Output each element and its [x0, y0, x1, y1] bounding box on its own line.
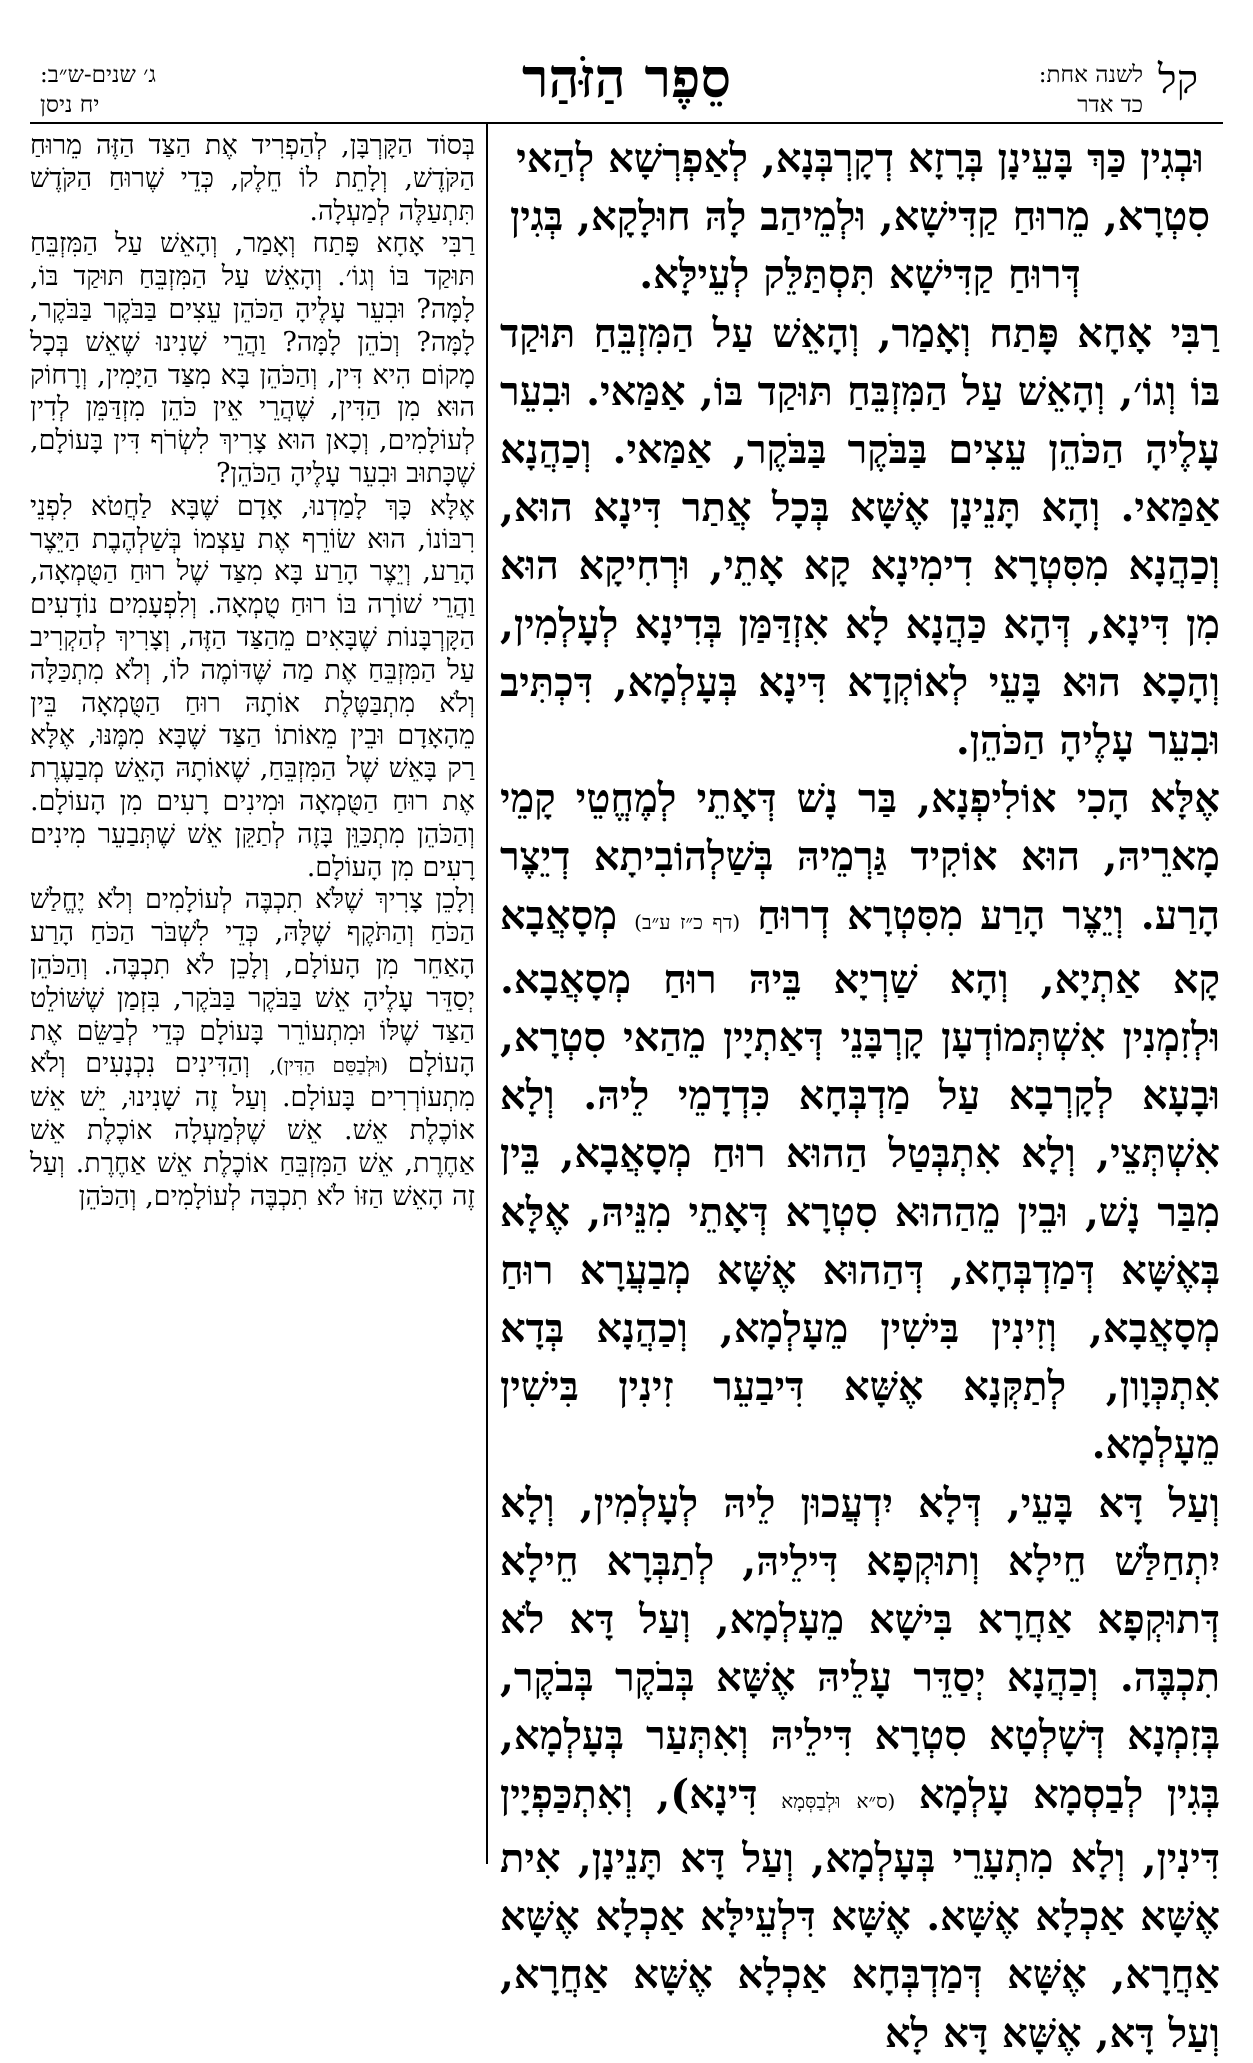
side-paragraph: רַבִּי אָחָא פָּתַח וְאָמַר, וְהָאֵשׁ עַל הַמִּזְבֵּחַ תּוּקַד בּוֹ וְגוֹ׳. וְהָאֵשׁ עַל הַמִּזְבֵּחַ תּוּקַד בּוֹ, לָמָּה? וּבִעֵר עָלֶיהָ הַכֹּהֵן עֵצִים בַּבֹּקֶר בַּבֹּקֶר, לָמָּה? וְכֹהֵן לָמָּה? וַהֲרֵי שָׁנִינוּ שֶׁאֵשׁ בְּכָל מָקוֹם הִיא דִּין, וְהַכֹּהֵן בָּא מִצַּד הַיָּמִין, וְרָחוֹק הוּא מִן הַדִּין, שֶׁהֲרֵי אֵין כֹּהֵן מִזְדַּמֵּן לְדִין לְעוֹלָמִים, וְכָאן הוּא צָרִיךְ לִשְׂרֹף דִּין בָּעוֹלָם, שֶׁכָּתוּב וּבִעֵר עָלֶיהָ הַכֹּהֵן?: [30, 228, 475, 489]
column-divider: [486, 124, 488, 1864]
page-number: קל: [1157, 57, 1198, 103]
main-paragraph: [500, 770, 1220, 1474]
main-paragraph-text: וְעַל דָּא בָּעֵי, דְּלָא יִדְעֲכוּן לֵיהּ לְעָלְמִין, וְלָא יִתְחַלַּשׁ חֵילָא וְתוּקְפָא דִּילֵיהּ, לְתַבְּרָא חֵילָא דְּתוּקְפָא אַחֲרָא בִּישָׁא מֵעָלְמָא, וְעַל דָּא לֹא תִכְבֶּה. וְכַהֲנָא יְסַדֵּר עָלֵיהּ אֶשָּׁא בְּבֹקֶר בְּבֹקֶר, בְּזִמְנָא דְּשָׁלְטָא סִטְרָא דִּילֵיהּ וְאִתְּעַר בְּעָלְמָא, בְּגִין לְבַסְמָא עָלְמָא: [500, 1479, 1220, 1818]
schedule-one-year-date: כד אדר: [1077, 92, 1143, 118]
schedule-three-years-date: יח ניסן: [40, 92, 100, 118]
variant-reading: (ס״א וּלְבַסְּמָא: [781, 1788, 896, 1813]
aramaic-main-text: [500, 130, 1220, 2063]
main-paragraph-text: אֶלָּא הָכִי אוֹלִיפְנָא, בַּר נָשׁ דְּאָתֵי לְמֶחֱטֵי קָמֵי מָארֵיהּ, הוּא אוֹקִיד גַּרְמֵיהּ בְּשַׁלְהוֹבִיתָא דְיֵצֶר הָרַע. וְיֵצֶר הָרַע מִסִּטְרָא דְרוּחַ: [500, 775, 1220, 939]
schedule-three-years-label: ג׳ שנים-ש״ב:: [40, 62, 156, 88]
side-paragraph-text: וְהַדִּינִים נִכְנָעִים וְלֹא מִתְעוֹרְרִים בָּעוֹלָם. וְעַל זֶה שָׁנִינוּ, יֵשׁ אֵשׁ אוֹכֶלֶת אֵשׁ. אֵשׁ שֶׁלְּמַעְלָה אוֹכֶלֶת אֵשׁ אַחֶרֶת, אֵשׁ הַמִּזְבֵּחַ אוֹכֶלֶת אֵשׁ אַחֶרֶת. וְעַל זֶה הָאֵשׁ הַזּוֹ לֹא תִכְבֶּה לְעוֹלָמִים, וְהַכֹּהֵן: [30, 1048, 475, 1212]
page-title: סֵפֶר הַזֹּהַר: [521, 46, 732, 110]
side-paragraph-text: וְלָכֵן צָרִיךְ שֶׁלֹּא תִכְבֶּה לְעוֹלָמִים וְלֹא יֶחֱלַשׁ הַכֹּחַ וְהַתֹּקֶף שֶׁלָּהּ, כְּדֵי לִשְׁבֹּר הַכֹּחַ הָרַע הָאַחֵר מִן הָעוֹלָם, וְלָכֵן לֹא תִכְבֶּה. וְהַכֹּהֵן יְסַדֵּר עָלֶיהָ אֵשׁ בַּבֹּקֶר בַּבֹּקֶר, בִּזְמַן שֶׁשּׁוֹלֵט הַצַּד שֶׁלּוֹ וּמִתְעוֹרֵר בָּעוֹלָם כְּדֵי לְבַשֵּׂם אֶת הָעוֹלָם: [30, 884, 475, 1080]
main-paragraph-text: דִּינָא), וְאִתְכַּפְיָין דִּינִין, וְלָא מִתְעָרֵי בְּעָלְמָא, וְעַל דָּא תָּנֵינָן, אִית אֶשָּׁא אַכְלָא אֶשָּׁא. אֶשָּׁא דִּלְעֵילָּא אַכְלָא אֶשָּׁא אַחֲרָא, אֶשָּׁא דְּמַדְבְּחָא אַכְלָא אֶשָּׁא אַחֲרָא, וְעַל דָּא, אֶשָּׁא דָּא לָא: [500, 1770, 1220, 2057]
folio-reference: (דף כ״ז ע״ב): [634, 909, 741, 934]
main-paragraph: [500, 1475, 1220, 2063]
daily-schedule-three-years: [40, 60, 340, 130]
side-paragraph: [30, 884, 475, 1213]
schedule-one-year-label: לשנה אחת:: [1038, 62, 1143, 88]
side-paragraph: אֶלָּא כָּךְ לָמַדְנוּ, אָדָם שֶׁבָּא לַחֲטֹא לִפְנֵי רִבּוֹנוֹ, הוּא שׂוֹרֵף אֶת עַצְמוֹ בְּשַׁלְהֶבֶת הַיֵּצֶר הָרַע, וְיֵצֶר הָרַע בָּא מִצַּד שֶׁל רוּחַ הַטֻּמְאָה, וַהֲרֵי שׁוֹרָה בּוֹ רוּחַ טֻמְאָה. וְלִפְעָמִים נוֹדָעִים הַקָּרְבָּנוֹת שֶׁבָּאִים מֵהַצַּד הַזֶּה, וְצָרִיךְ לְהַקְרִיב עַל הַמִּזְבֵּחַ אֶת מַה שֶּׁדּוֹמֶה לוֹ, וְלֹא מִתְכַּלָּה וְלֹא מִתְבַּטֶּלֶת אוֹתָהּ רוּחַ הַטֻּמְאָה בֵּין מֵהָאָדָם וּבֵין מֵאוֹתוֹ הַצַּד שֶׁבָּא מִמֶּנּוּ, אֶלָּא רַק בָּאֵשׁ שֶׁל הַמִּזְבֵּחַ, שֶׁאוֹתָהּ הָאֵשׁ מְבַעֶרֶת אֶת רוּחַ הַטֻּמְאָה וּמִינִים רָעִים מִן הָעוֹלָם. וְהַכֹּהֵן מִתְכַּוֵּן בָּזֶה לְתַקֵּן אֵשׁ שֶׁתְּבַעֵר מִינִים רָעִים מִן הָעוֹלָם.: [30, 490, 475, 883]
variant-reading: (וּלְבַסֵּם הַדִּין),: [269, 1053, 389, 1078]
side-paragraph: בְּסוֹד הַקָּרְבָּן, לְהַפְרִיד אֶת הַצַּד הַזֶּה מֵרוּחַ הַקֹּדֶשׁ, וְלָתֵת לוֹ חֵלֶק, כְּדֵי שֶׁרוּחַ הַקֹּדֶשׁ תִּתְעַלֶּה לְמַעְלָה.: [30, 130, 475, 227]
main-paragraph: וּבְגִין כַּךְ בָּעֵינָן בְּרָזָא דְקָרְבְּנָא, לְאַפְרְשָׁא לְהַאי סִטְרָא, מֵרוּחַ קַדִּישָׁא, וּלְמֵיהַב לָהּ חוּלָקָא, בְּגִין דְּרוּחַ קַדִּישָׁא תִּסְתַּלֵּק לְעֵילָּא.: [510, 135, 1210, 299]
main-paragraph: רַבִּי אָחָא פָּתַח וְאָמַר, וְהָאֵשׁ עַל הַמִּזְבֵּחַ תּוּקַד בּוֹ וְגוֹ׳, וְהָאֵשׁ עַל הַמִּזְבֵּחַ תּוּקַד בּוֹ, אַמַּאי. וּבִעֵר עָלֶיהָ הַכֹּהֵן עֵצִים בַּבֹּקֶר בַּבֹּקֶר, אַמַּאי. וְכַהֲנָא אַמַּאי. וְהָא תָּנֵינָן אֶשָּׁא בְּכָל אֲתַר דִּינָא הוּא, וְכַהֲנָא מִסִּטְרָא דִימִינָא קָא אָתֵי, וּרְחִיקָא הוּא מִן דִּינָא, דְּהָא כַּהֲנָא לָא אִזְדַּמַּן בְּדִינָא לְעָלְמִין, וְהָכָא הוּא בָּעֵי לְאוֹקְדָא דִּינָא בְּעָלְמָא, דִּכְתִּיב וּבִעֵר עָלֶיהָ הַכֹּהֵן.: [500, 309, 1220, 765]
main-paragraph-text: מְסָאֲבָא קָא אַתְיָא, וְהָא שַׁרְיָא בֵּיהּ רוּחַ מְסָאֲבָא. וּלְזִמְנִין אִשְׁתְּמוֹדְעָן קָרְבָּנֵי דְּאַתְיָין מֵהַאי סִטְרָא, וּבָעָא לְקָרְבָא עַל מַדְבְּחָא כִּדְדָמֵי לֵיהּ. וְלָא אִשְׁתְּצֵי, וְלָא אִתְבְּטַל הַהוּא רוּחַ מְסָאֲבָא, בֵּין מִבַּר נָשׁ, וּבֵין מֵהַהוּא סִטְרָא דְּאָתֵי מִנֵּיהּ, אֶלָּא בְּאֶשָּׁא דְּמַדְבְּחָא, דְּהַהוּא אֶשָּׁא מְבַעֲרָא רוּחַ מְסָאֲבָא, וְזִינִין בִּישִׁין מֵעָלְמָא, וְכַהֲנָא בְּדָא אִתְכְּוָון, לְתַקְּנָא אֶשָּׁא דִּיבַעֵר זִינִין בִּישִׁין מֵעָלְמָא.: [500, 891, 1220, 1469]
hebrew-translation-text: [30, 130, 475, 1213]
header-divider: [30, 122, 1223, 124]
